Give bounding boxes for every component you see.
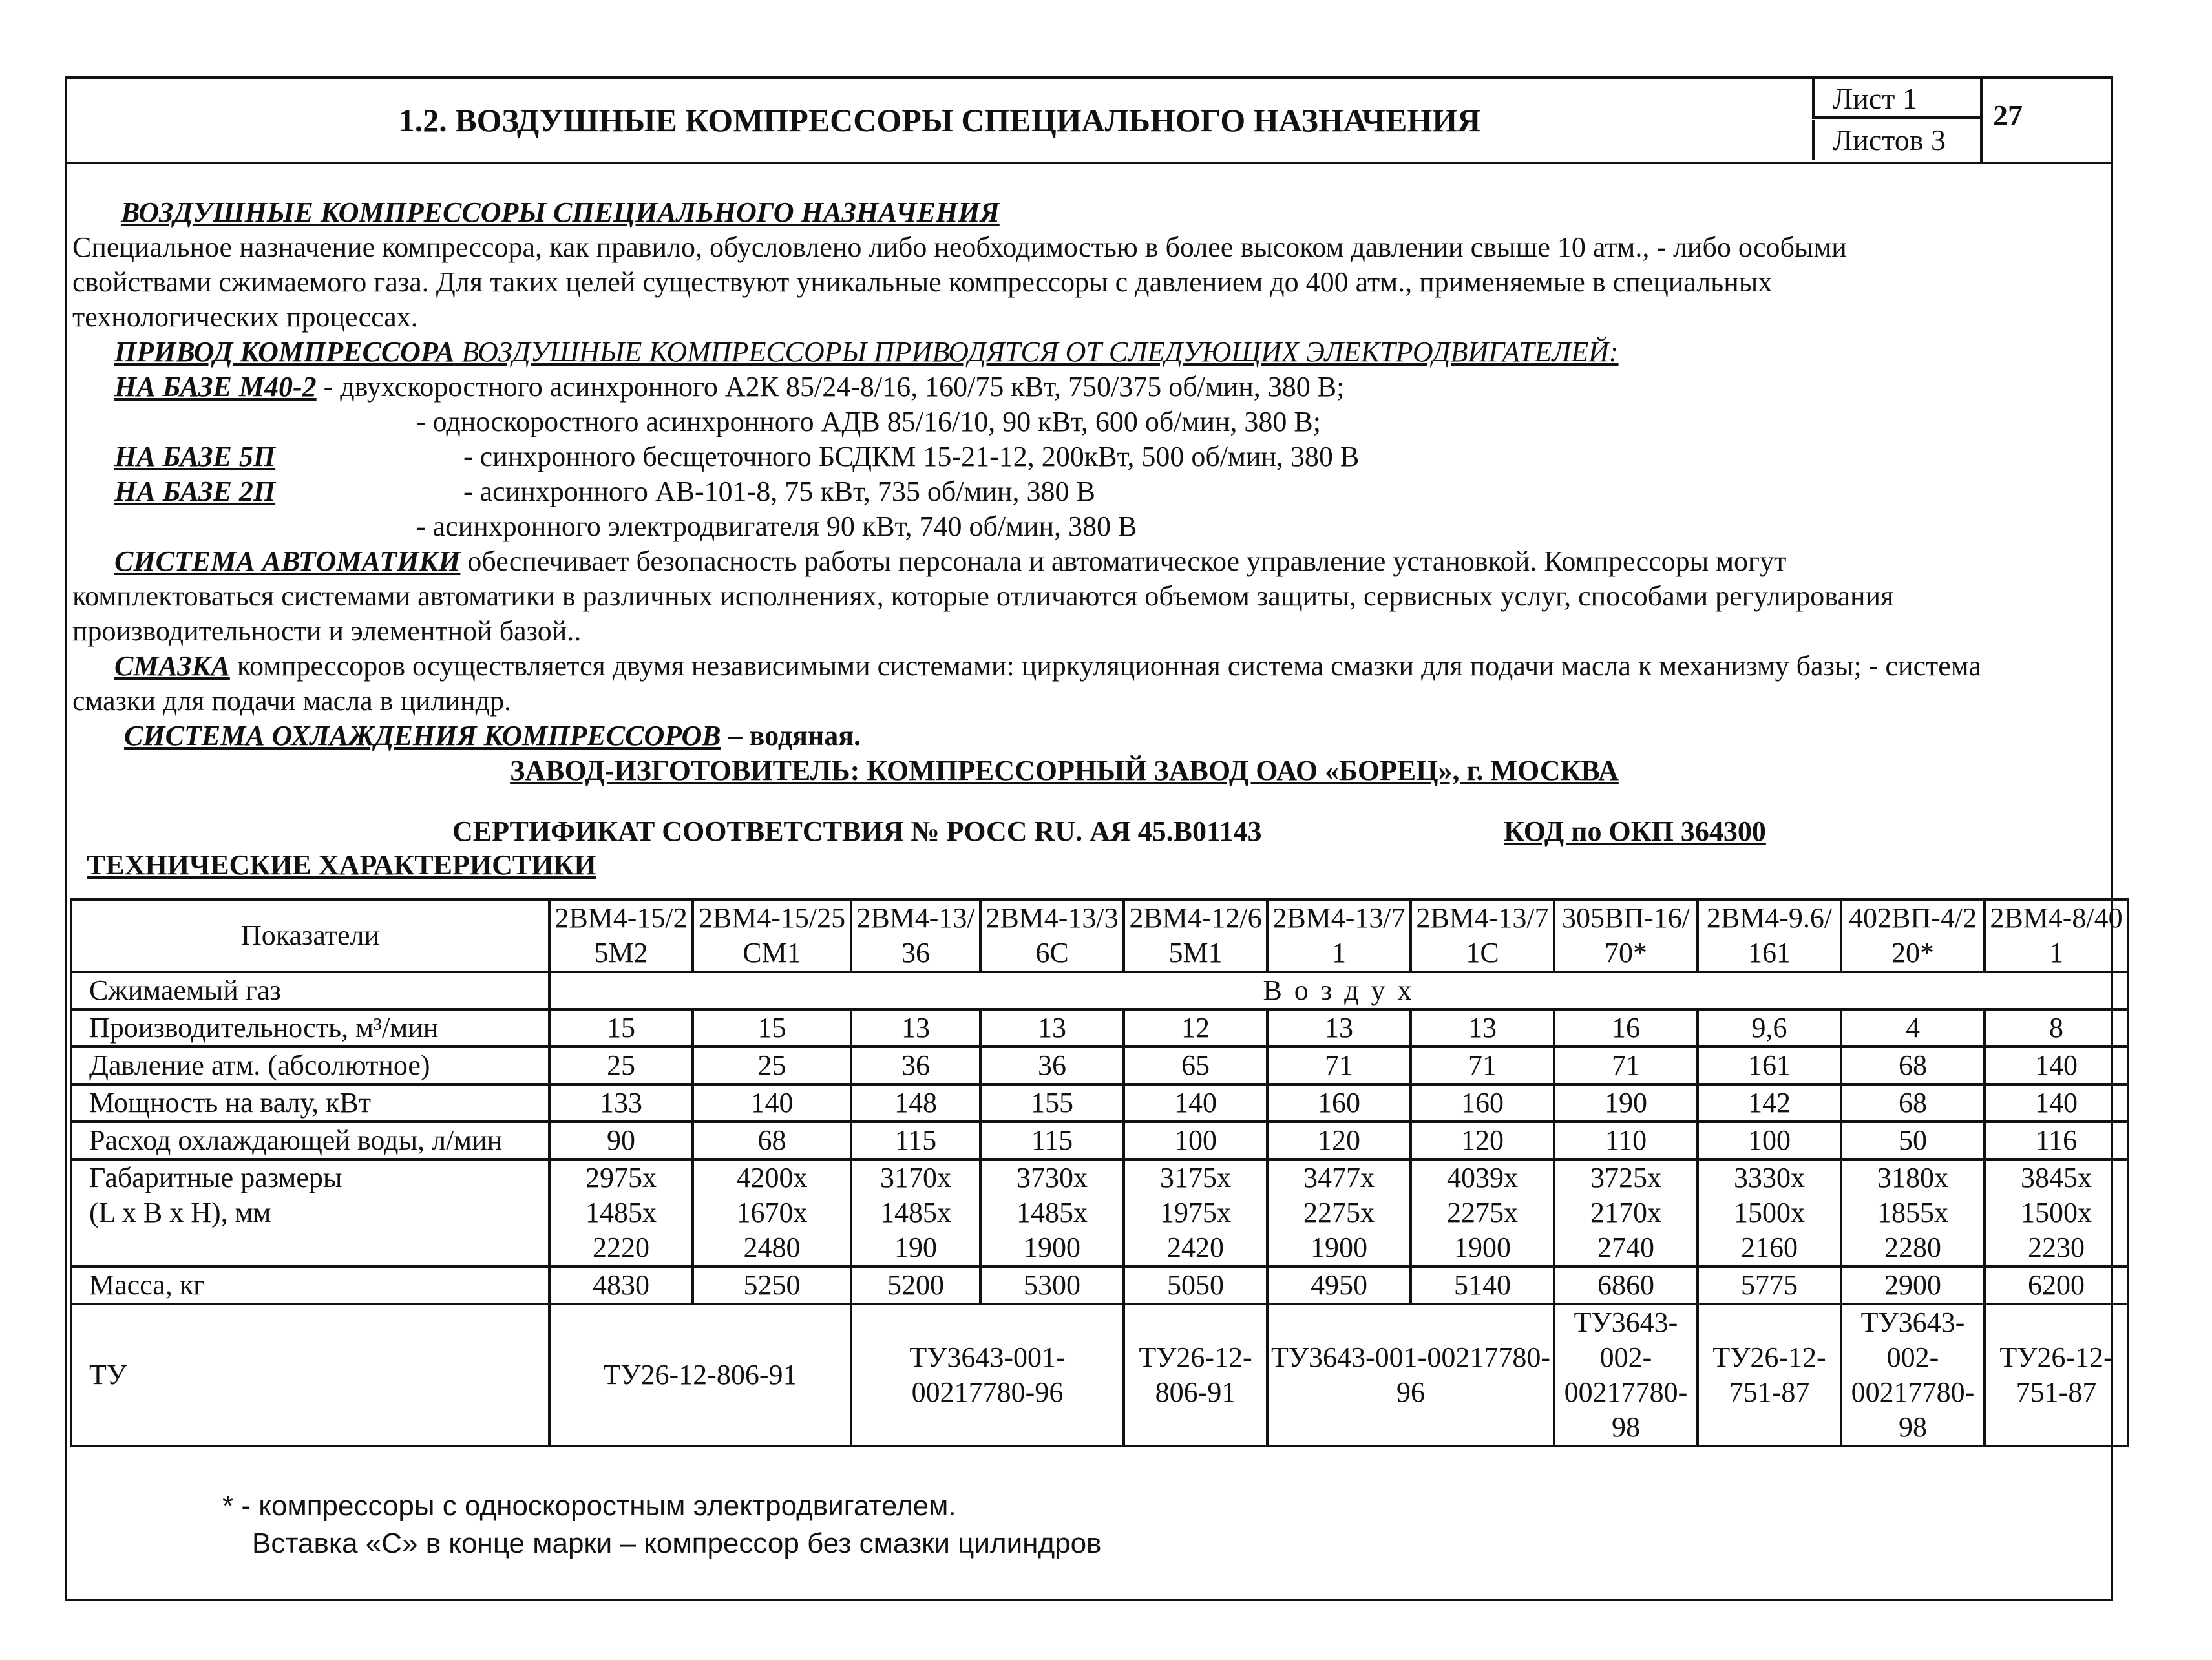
row-label: Производительность, м³/мин <box>71 1009 549 1047</box>
footnote-line-1: * - компрессоры с односкоростным электродвигателем. <box>222 1490 956 1522</box>
specs-table-wrap <box>70 898 2122 1447</box>
model-header: 305ВП-16/70* <box>1554 899 1698 972</box>
mass-cell: 5250 <box>693 1266 851 1304</box>
mass-cell: 6860 <box>1554 1266 1698 1304</box>
table-cell: 36 <box>851 1047 980 1084</box>
table-cell: 68 <box>693 1122 851 1159</box>
automation-heading: СИСТЕМА АВТОМАТИКИ <box>114 545 461 577</box>
mass-cell: 5200 <box>851 1266 980 1304</box>
dims-part: 2160 <box>1741 1232 1798 1263</box>
gas-value: В о з д у х <box>549 972 2128 1009</box>
mass-cell: 4950 <box>1267 1266 1411 1304</box>
footnote <box>222 1487 1101 1562</box>
base-2p-line-2: - асинхронного электродвигателя 90 кВт, 740 об/мин, 380 В <box>416 510 1137 542</box>
table-cell: 140 <box>1985 1084 2128 1122</box>
model-header: 2ВМ4-13/36С <box>980 899 1124 972</box>
table-cell: 110 <box>1554 1122 1698 1159</box>
mass-label: Масса, кг <box>71 1266 549 1304</box>
mass-row <box>71 1266 2128 1304</box>
table-cell: 142 <box>1698 1084 1841 1122</box>
table-cell: 148 <box>851 1084 980 1122</box>
intro-heading: ВОЗДУШНЫЕ КОМПРЕССОРЫ СПЕЦИАЛЬНОГО НАЗНАЧЕНИЯ <box>121 196 1000 228</box>
lubrication-heading: СМАЗКА <box>114 650 230 682</box>
table-cell: 133 <box>549 1084 693 1122</box>
intro-line-3: технологических процессах. <box>72 301 418 333</box>
dims-part: 2480 <box>743 1232 801 1263</box>
page-title: 1.2. ВОЗДУШНЫЕ КОМПРЕССОРЫ СПЕЦИАЛЬНОГО НАЗНАЧЕНИЯ <box>398 102 1481 138</box>
table-cell: 13 <box>851 1009 980 1047</box>
row-label: Давление атм. (абсолютное) <box>71 1047 549 1084</box>
table-cell: 15 <box>693 1009 851 1047</box>
dims-label-1: Габаритные размеры <box>89 1162 342 1193</box>
table-cell: 140 <box>1985 1047 2128 1084</box>
lubrication-line-2: смазки для подачи масла в цилиндр. <box>72 685 511 717</box>
dims-part: 1485x <box>1016 1197 1088 1228</box>
dims-cell <box>1841 1159 1985 1266</box>
gas-row <box>71 972 2128 1009</box>
row-label: Расход охлаждающей воды, л/мин <box>71 1122 549 1159</box>
dims-label <box>71 1159 549 1266</box>
dims-part: 2170x <box>1590 1197 1661 1228</box>
dims-part: 1485x <box>585 1197 657 1228</box>
table-cell: 13 <box>1411 1009 1554 1047</box>
tu-group-f: ТУ26-12-751-87 <box>1698 1304 1841 1446</box>
model-header: 2ВМ4-9.6/161 <box>1698 899 1841 972</box>
table-cell: 25 <box>549 1047 693 1084</box>
tu-group-c: ТУ26-12-806-91 <box>1124 1304 1267 1446</box>
mass-cell: 5775 <box>1698 1266 1841 1304</box>
tu-group-e: ТУ3643-002-00217780-98 <box>1554 1304 1698 1446</box>
table-cell: 115 <box>980 1122 1124 1159</box>
dims-part: 1500x <box>2021 1197 2092 1228</box>
sheet-number: Лист 1 <box>1812 79 1980 119</box>
base-2p-label: НА БАЗЕ 2П <box>114 476 276 507</box>
document-sheet <box>65 76 2123 1601</box>
dims-part: 2230 <box>2028 1232 2085 1263</box>
cooling-heading: СИСТЕМА ОХЛАЖДЕНИЯ КОМПРЕССОРОВ <box>124 720 721 751</box>
table-cell: 90 <box>549 1122 693 1159</box>
table-row <box>71 1084 2128 1122</box>
model-header: 2ВМ4-15/25СМ1 <box>693 899 851 972</box>
table-cell: 12 <box>1124 1009 1267 1047</box>
tu-row <box>71 1304 2128 1446</box>
mass-cell: 2900 <box>1841 1266 1985 1304</box>
dims-part: 2975x <box>585 1162 657 1193</box>
table-row <box>71 1009 2128 1047</box>
dims-part: 2220 <box>593 1232 649 1263</box>
table-cell: 116 <box>1985 1122 2128 1159</box>
mass-cell: 5050 <box>1124 1266 1267 1304</box>
automation-line-1: обеспечивает безопасность работы персонала и автоматическое управление установкой. Компрессоры могут <box>460 545 1787 577</box>
model-header: 2ВМ4-13/71С <box>1411 899 1554 972</box>
dims-part: 1900 <box>1311 1232 1367 1263</box>
base-m40-line-2: - односкоростного асинхронного АДВ 85/16/10, 90 кВт, 600 об/мин, 380 В; <box>416 406 1321 437</box>
mass-cell: 4830 <box>549 1266 693 1304</box>
manufacturer: ЗАВОД-ИЗГОТОВИТЕЛЬ: КОМПРЕССОРНЫЙ ЗАВОД ОАО «БОРЕЦ», г. МОСКВА <box>510 755 1619 786</box>
dims-part: 3180x <box>1877 1162 1948 1193</box>
okp-code: КОД по ОКП 364300 <box>1504 815 1766 847</box>
row-label: Мощность на валу, кВт <box>71 1084 549 1122</box>
dims-part: 2275x <box>1447 1197 1518 1228</box>
drive-heading: ПРИВОД КОМПРЕССОРА <box>114 336 455 368</box>
indicators-header: Показатели <box>71 899 549 972</box>
dims-cell <box>549 1159 693 1266</box>
dims-part: 1485x <box>880 1197 951 1228</box>
tu-group-h: ТУ26-12-751-87 <box>1985 1304 2128 1446</box>
dims-cell <box>1985 1159 2128 1266</box>
certificate: СЕРТИФИКАТ СООТВЕТСТВИЯ № РОСС RU. АЯ 45.В01143 <box>452 815 1262 847</box>
table-cell: 161 <box>1698 1047 1841 1084</box>
table-cell: 16 <box>1554 1009 1698 1047</box>
model-header: 2ВМ4-13/71 <box>1267 899 1411 972</box>
table-cell: 120 <box>1267 1122 1411 1159</box>
dims-part: 3330x <box>1734 1162 1805 1193</box>
footnote-line-2: Вставка «С» в конце марки – компрессор без смазки цилиндров <box>252 1528 1102 1559</box>
drive-heading-rest: ВОЗДУШНЫЕ КОМПРЕССОРЫ ПРИВОДЯТСЯ ОТ СЛЕДУЮЩИХ ЭЛЕКТРОДВИГАТЕЛЕЙ: <box>454 336 1619 368</box>
dims-part: 1900 <box>1454 1232 1511 1263</box>
dims-cell <box>1124 1159 1267 1266</box>
dims-part: 3725x <box>1590 1162 1661 1193</box>
table-cell: 68 <box>1841 1084 1985 1122</box>
model-header: 2ВМ4-13/36 <box>851 899 980 972</box>
dims-part: 1900 <box>1024 1232 1080 1263</box>
table-cell: 36 <box>980 1047 1124 1084</box>
cooling-type: – водяная. <box>721 720 861 751</box>
tu-group-b: ТУ3643-001-00217780-96 <box>851 1304 1124 1446</box>
automation-line-2: комплектоваться системами автоматики в различных исполнениях, которые отличаются объемом защиты, сервисных услуг, способами регулирования <box>72 580 1894 612</box>
mass-cell: 5300 <box>980 1266 1124 1304</box>
table-cell: 9,6 <box>1698 1009 1841 1047</box>
dims-part: 4200x <box>736 1162 808 1193</box>
dims-part: 3477x <box>1303 1162 1375 1193</box>
automation-line-3: производительности и элементной базой.. <box>72 615 582 647</box>
base-m40-label: НА БАЗЕ М40-2 <box>114 371 317 403</box>
sheets-count: Листов 3 <box>1812 120 1980 160</box>
table-cell: 71 <box>1554 1047 1698 1084</box>
table-cell: 140 <box>1124 1084 1267 1122</box>
table-cell: 100 <box>1698 1122 1841 1159</box>
mass-cell: 5140 <box>1411 1266 1554 1304</box>
dims-cell <box>1554 1159 1698 1266</box>
dims-part: 1500x <box>1734 1197 1805 1228</box>
base-m40-line-1: - двухскоростного асинхронного А2К 85/24-8/16, 160/75 кВт, 750/375 об/мин, 380 В; <box>316 371 1345 403</box>
table-cell: 71 <box>1267 1047 1411 1084</box>
tech-heading: ТЕХНИЧЕСКИЕ ХАРАКТЕРИСТИКИ <box>87 849 596 881</box>
dims-cell <box>1267 1159 1411 1266</box>
dims-part: 2275x <box>1303 1197 1375 1228</box>
gas-label: Сжимаемый газ <box>71 972 549 1009</box>
intro-line-2: свойствами сжимаемого газа. Для таких целей существуют уникальные компрессоры с давлением до 400 атм., применяемые в специальных <box>72 266 1773 298</box>
tu-group-d: ТУ3643-001-00217780-96 <box>1267 1304 1554 1446</box>
table-cell: 13 <box>1267 1009 1411 1047</box>
dims-part: 4039x <box>1447 1162 1518 1193</box>
header-row <box>71 899 2128 972</box>
dims-cell <box>1411 1159 1554 1266</box>
dims-part: 1975x <box>1160 1197 1231 1228</box>
dims-part: 2420 <box>1167 1232 1224 1263</box>
dims-part: 3845x <box>2021 1162 2092 1193</box>
base-5p-label: НА БАЗЕ 5П <box>114 441 276 472</box>
dims-part: 1855x <box>1877 1197 1948 1228</box>
table-cell: 65 <box>1124 1047 1267 1084</box>
table-cell: 71 <box>1411 1047 1554 1084</box>
table-cell: 50 <box>1841 1122 1985 1159</box>
intro-line-1: Специальное назначение компрессора, как правило, обусловлено либо необходимостью в более высоком давлении свыше 10 атм., - либо особыми <box>72 231 1847 263</box>
dims-part: 3730x <box>1016 1162 1088 1193</box>
table-row <box>71 1047 2128 1084</box>
table-cell: 100 <box>1124 1122 1267 1159</box>
table-cell: 25 <box>693 1047 851 1084</box>
document-body <box>72 195 2108 881</box>
tu-group-g: ТУ3643-002-00217780-98 <box>1841 1304 1985 1446</box>
specs-table <box>70 898 2129 1447</box>
model-header: 402ВП-4/220* <box>1841 899 1985 972</box>
table-cell: 120 <box>1411 1122 1554 1159</box>
dims-cell <box>980 1159 1124 1266</box>
table-cell: 13 <box>980 1009 1124 1047</box>
table-cell: 115 <box>851 1122 980 1159</box>
dims-part: 1670x <box>736 1197 808 1228</box>
table-row <box>71 1122 2128 1159</box>
table-cell: 68 <box>1841 1047 1985 1084</box>
model-header: 2ВМ4-8/401 <box>1985 899 2128 972</box>
dims-part: 3175x <box>1160 1162 1231 1193</box>
table-cell: 155 <box>980 1084 1124 1122</box>
mass-cell: 6200 <box>1985 1266 2128 1304</box>
dims-part: 190 <box>894 1232 937 1263</box>
table-cell: 160 <box>1411 1084 1554 1122</box>
tu-group-a: ТУ26-12-806-91 <box>549 1304 851 1446</box>
dims-part: 2740 <box>1597 1232 1654 1263</box>
title-block <box>67 79 2111 164</box>
tu-label: ТУ <box>71 1304 549 1446</box>
table-cell: 160 <box>1267 1084 1411 1122</box>
dims-row <box>71 1159 2128 1266</box>
dims-part: 3170x <box>880 1162 951 1193</box>
table-cell: 140 <box>693 1084 851 1122</box>
base-2p-line-1: - асинхронного АВ-101-8, 75 кВт, 735 об/мин, 380 В <box>463 476 1095 507</box>
model-header: 2ВМ4-12/65М1 <box>1124 899 1267 972</box>
lubrication-line-1: компрессоров осуществляется двумя независимыми системами: циркуляционная система смазки для подачи масла к механизму базы; - система <box>229 650 1981 682</box>
table-cell: 4 <box>1841 1009 1985 1047</box>
dims-cell <box>693 1159 851 1266</box>
dims-cell <box>851 1159 980 1266</box>
dims-cell <box>1698 1159 1841 1266</box>
base-5p-line: - синхронного бесщеточного БСДКМ 15-21-12, 200кВт, 500 об/мин, 380 В <box>463 441 1360 472</box>
table-cell: 190 <box>1554 1084 1698 1122</box>
dims-part: 2280 <box>1884 1232 1941 1263</box>
model-header: 2ВМ4-15/25М2 <box>549 899 693 972</box>
table-cell: 8 <box>1985 1009 2128 1047</box>
dims-label-2: (L x B x H), мм <box>89 1197 271 1228</box>
page-number: 27 <box>1980 79 2111 162</box>
table-cell: 15 <box>549 1009 693 1047</box>
